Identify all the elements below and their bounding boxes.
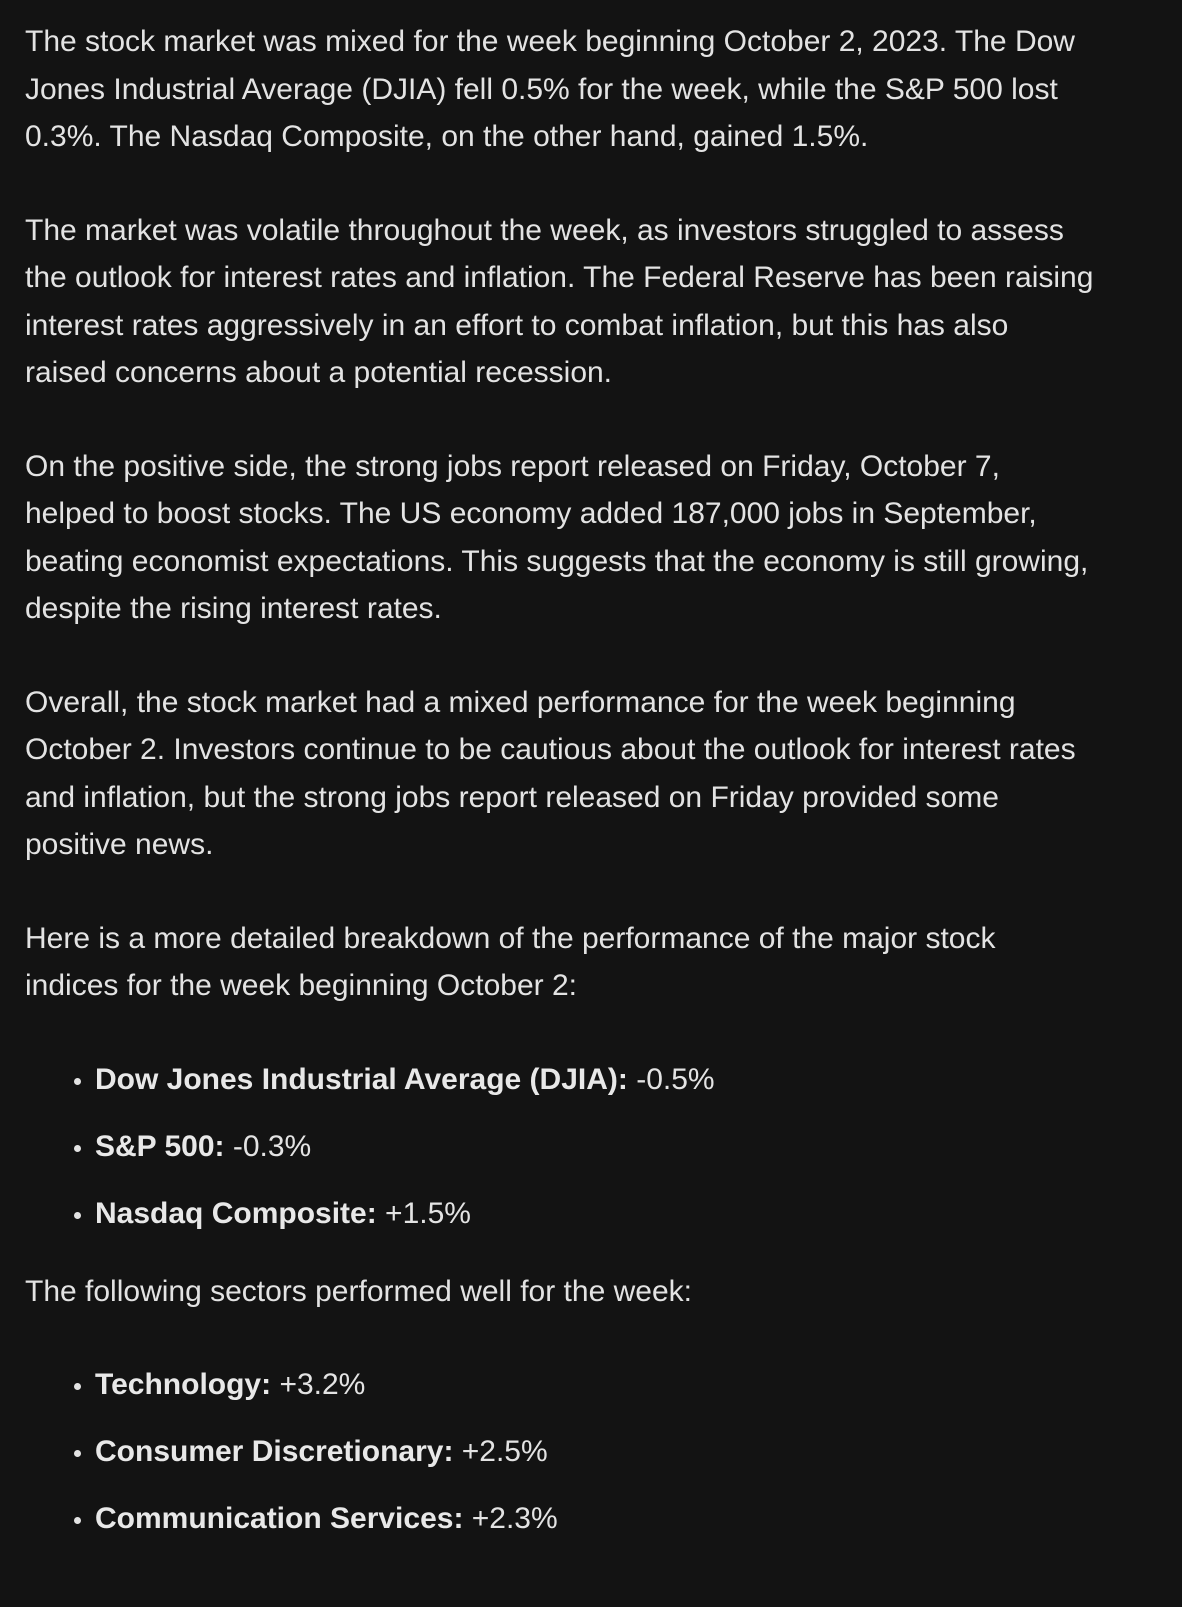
text-line: October 2. Investors continue to be cautious about the outlook for interest rates (25, 733, 1076, 766)
list-item-term: Nasdaq Composite: (95, 1196, 377, 1230)
paragraph-sectors-intro (25, 1268, 1175, 1316)
text-line: raised concerns about a potential recession. (25, 356, 613, 389)
text-line: The stock market was mixed for the week beginning October 2, 2023. The Dow (25, 25, 1075, 58)
list-item (95, 1190, 1175, 1238)
list-item-value: +3.2% (271, 1368, 366, 1401)
list-item (95, 1056, 1175, 1104)
list-item-value: +2.3% (463, 1502, 558, 1535)
text-line: Here is a more detailed breakdown of the performance of the major stock (25, 921, 996, 955)
text-line: On the positive side, the strong jobs report released on Friday, October 7, (25, 449, 1000, 483)
text-line: interest rates aggressively in an effort to combat inflation, but this has also (25, 308, 1009, 342)
text-line: Jones Industrial Average (DJIA) fell 0.5% for the week, while the S&P 500 lost (25, 72, 1058, 106)
paragraph-breakdown-intro (25, 915, 1175, 1010)
list-item-value: +2.5% (453, 1435, 548, 1468)
list-item-term: Consumer Discretionary: (95, 1435, 454, 1468)
list-item-term: Communication Services: (95, 1502, 464, 1535)
text-line: Overall, the stock market had a mixed performance for the week beginning (25, 685, 1016, 719)
text-line: helped to boost stocks. The US economy added 187,000 jobs in September, (25, 497, 1037, 530)
text-line: despite the rising interest rates. (25, 592, 442, 625)
list-item (95, 1495, 1175, 1543)
text-line: The following sectors performed well for the week: (25, 1274, 692, 1308)
list-item-value: -0.3% (224, 1129, 312, 1163)
list-item-term: S&P 500: (95, 1129, 225, 1163)
list-item-value: -0.5% (627, 1062, 715, 1096)
paragraph-overall (25, 679, 1175, 869)
list-item (95, 1361, 1175, 1409)
text-line: beating economist expectations. This suggests that the economy is still growing, (25, 544, 1089, 578)
list-item (95, 1428, 1175, 1476)
list-item-term: Technology: (95, 1368, 272, 1401)
paragraph-market-summary (25, 18, 1175, 161)
text-line: The market was volatile throughout the week, as investors struggled to assess (25, 213, 1064, 247)
indices-list (25, 1056, 1175, 1238)
paragraph-jobs-report (25, 443, 1175, 633)
text-line: and inflation, but the strong jobs report released on Friday provided some (25, 780, 999, 814)
text-line: 0.3%. The Nasdaq Composite, on the other hand, gained 1.5%. (25, 120, 869, 153)
response-content (25, 18, 1175, 1573)
text-line: positive news. (25, 828, 214, 861)
text-line: the outlook for interest rates and inflation. The Federal Reserve has been raising (25, 261, 1094, 294)
list-item (95, 1123, 1175, 1171)
sectors-list (25, 1361, 1175, 1543)
paragraph-volatility (25, 207, 1175, 397)
list-item-term: Dow Jones Industrial Average (DJIA): (95, 1062, 628, 1096)
text-line: indices for the week beginning October 2: (25, 969, 577, 1002)
list-item-value: +1.5% (376, 1196, 471, 1230)
